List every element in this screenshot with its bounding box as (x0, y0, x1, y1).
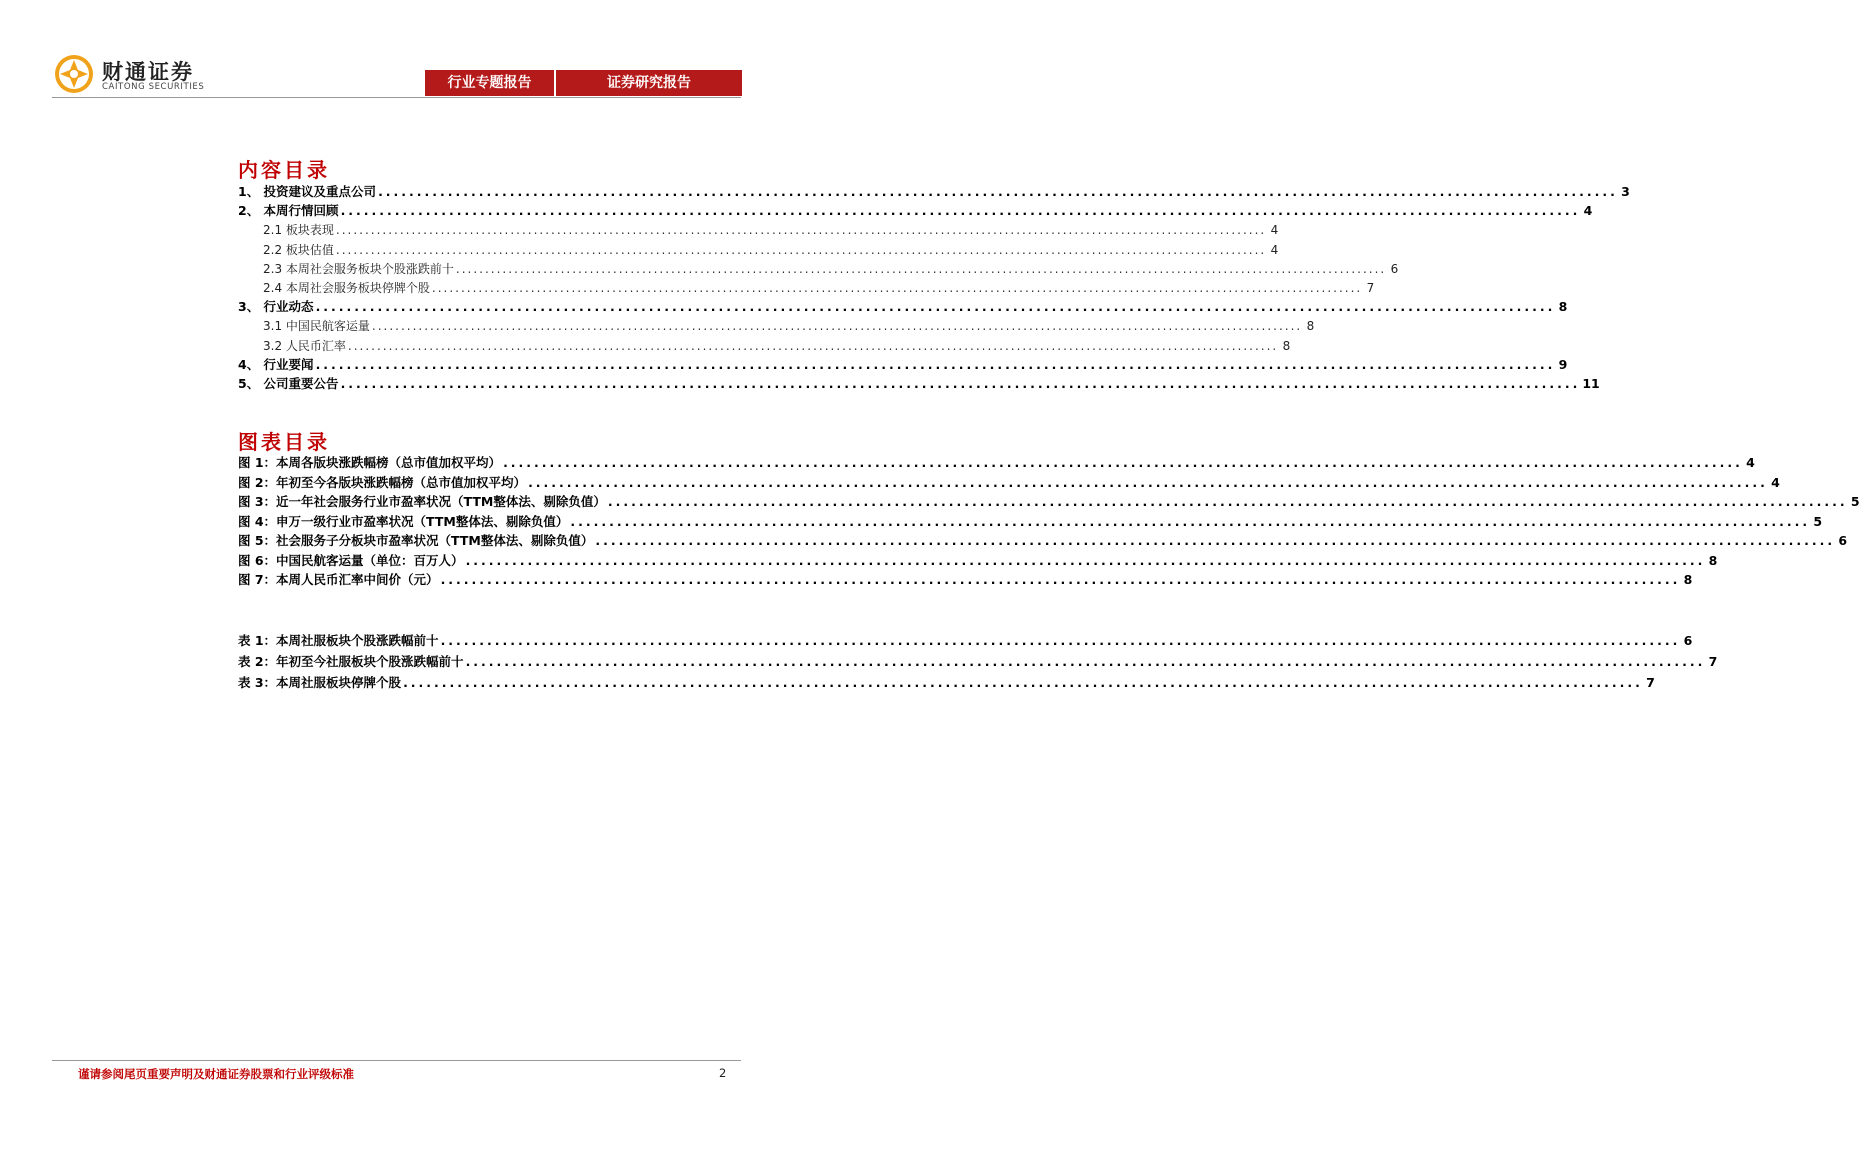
table-entry[interactable] (238, 674, 1655, 692)
dot-leader: ................................................................................................................................................................ (335, 242, 1267, 257)
dot-leader: ................................................................................................................................................................ (340, 203, 1581, 219)
figure-entry[interactable] (238, 571, 1693, 589)
figure-entry-label: 图 4：申万一级行业市盈率状况（TTM整体法、剔除负值） (238, 513, 569, 529)
dot-leader: ................................................................................................................................................................ (347, 338, 1279, 353)
figure-entry[interactable] (238, 532, 1848, 550)
table-entry[interactable] (238, 653, 1718, 671)
toc-entry-page: 4 (1270, 242, 1279, 257)
report-category-tag: 证券研究报告 (556, 70, 742, 96)
dot-leader: ................................................................................................................................................................ (595, 533, 1836, 548)
toc-entry[interactable] (238, 202, 1593, 220)
toc-entry-label: 1、 投资建议及重点公司 (238, 184, 377, 199)
toc-entry-label: 2.3 本周社会服务板块个股涨跌前十 (263, 261, 454, 276)
dot-leader: ................................................................................................................................................................ (315, 299, 1556, 315)
dot-leader: ................................................................................................................................................................ (570, 513, 1811, 529)
toc-entry[interactable] (238, 375, 1600, 393)
logo-chinese-name: 财通证券 (102, 60, 194, 84)
dot-leader: ................................................................................................................................................................ (455, 261, 1387, 276)
dot-leader: ................................................................................................................................................................ (431, 281, 1363, 295)
table-entry-label: 表 3：本周社服板块停牌个股 (238, 675, 402, 690)
toc-entry[interactable] (263, 279, 1375, 297)
toc-entry-label: 2、 本周行情回顾 (238, 203, 339, 219)
figure-entry-page: 5 (1850, 494, 1860, 509)
toc-entry-label: 3.1 中国民航客运量 (263, 319, 370, 334)
figure-entry-page: 4 (1771, 474, 1780, 490)
dot-leader: ................................................................................................................................................................ (378, 184, 1618, 199)
page-number: 2 (719, 1066, 727, 1080)
toc-entry-page: 4 (1583, 203, 1593, 219)
toc-entry-label: 3、 行业动态 (238, 299, 314, 315)
figure-entry-page: 8 (1683, 572, 1693, 587)
figure-entry-page: 4 (1746, 455, 1755, 470)
figure-entry-label: 图 6：中国民航客运量（单位：百万人） (238, 552, 464, 568)
figure-entry[interactable] (238, 474, 1780, 492)
caitong-logo-icon (52, 52, 96, 96)
figures-title: 图表目录 (238, 430, 330, 454)
figure-entry-label: 图 3：近一年社会服务行业市盈率状况（TTM整体法、剔除负值） (238, 494, 606, 509)
toc-entry-page: 4 (1270, 223, 1279, 238)
dot-leader: ................................................................................................................................................................ (335, 223, 1267, 238)
figure-entry-page: 6 (1838, 533, 1848, 548)
company-logo (52, 52, 252, 100)
dot-leader: ................................................................................................................................................................ (528, 474, 1768, 490)
table-entry-page: 7 (1646, 675, 1655, 690)
figure-entry-page: 8 (1708, 552, 1718, 568)
logo-english-name: CAITONG SECURITIES (102, 82, 205, 92)
header-divider (52, 97, 741, 98)
toc-entry-label: 3.2 人民币汇率 (263, 338, 346, 353)
toc-entry-page: 8 (1558, 299, 1568, 315)
figure-entry[interactable] (238, 552, 1718, 570)
report-type-tag: 行业专题报告 (425, 70, 556, 96)
toc-entry[interactable] (263, 337, 1291, 355)
toc-entry-page: 3 (1621, 184, 1630, 199)
toc-entry[interactable] (263, 241, 1279, 259)
toc-entry-page: 8 (1306, 319, 1315, 334)
figure-entry[interactable] (238, 493, 1860, 511)
figure-entry[interactable] (238, 513, 1823, 531)
dot-leader: ................................................................................................................................................................ (465, 654, 1706, 669)
toc-entry-page: 9 (1558, 356, 1568, 372)
dot-leader: ................................................................................................................................................................ (371, 319, 1303, 334)
toc-entry[interactable] (238, 298, 1568, 316)
figure-entry-label: 图 5：社会服务子分板块市盈率状况（TTM整体法、剔除负值） (238, 533, 594, 548)
toc-entry-page: 11 (1582, 376, 1600, 391)
dot-leader: ................................................................................................................................................................ (340, 376, 1581, 391)
header-tags (425, 70, 742, 96)
toc-entry[interactable] (263, 260, 1399, 278)
footer-divider (52, 1060, 741, 1061)
figure-entry-label: 图 7：本周人民币汇率中间价（元） (238, 572, 439, 587)
toc-entry-label: 2.4 本周社会服务板块停牌个股 (263, 281, 430, 295)
toc-entry-label: 4、 行业要闻 (238, 356, 314, 372)
table-entry[interactable] (238, 632, 1693, 650)
figure-entry[interactable] (238, 454, 1755, 472)
toc-entry-label: 2.1 板块表现 (263, 223, 334, 238)
footer-disclaimer: 谨请参阅尾页重要声明及财通证券股票和行业评级标准 (78, 1067, 354, 1081)
table-entry-page: 6 (1683, 633, 1693, 648)
figure-entry-label: 图 1：本周各版块涨跌幅榜（总市值加权平均） (238, 455, 502, 470)
toc-entry[interactable] (238, 183, 1630, 201)
toc-entry-label: 2.2 板块估值 (263, 242, 334, 257)
toc-entry-page: 7 (1366, 281, 1375, 295)
table-entry-label: 表 1：本周社服板块个股涨跌幅前十 (238, 633, 439, 648)
dot-leader: ................................................................................................................................................................ (440, 572, 1681, 587)
dot-leader: ................................................................................................................................................................ (465, 552, 1706, 568)
figure-entry-page: 5 (1813, 513, 1823, 529)
figure-entry-label: 图 2：年初至今各版块涨跌幅榜（总市值加权平均） (238, 474, 527, 490)
toc-entry-page: 6 (1390, 261, 1399, 276)
dot-leader: ................................................................................................................................................................ (315, 356, 1556, 372)
dot-leader: ................................................................................................................................................................ (607, 494, 1848, 509)
toc-entry[interactable] (238, 356, 1568, 374)
toc-entry[interactable] (263, 317, 1315, 335)
toc-title: 内容目录 (238, 158, 330, 182)
dot-leader: ................................................................................................................................................................ (503, 455, 1743, 470)
table-entry-page: 7 (1708, 654, 1718, 669)
toc-entry-page: 8 (1282, 338, 1291, 353)
dot-leader: ................................................................................................................................................................ (403, 675, 1643, 690)
toc-entry-label: 5、 公司重要公告 (238, 376, 339, 391)
toc-entry[interactable] (263, 221, 1279, 239)
table-entry-label: 表 2：年初至今社服板块个股涨跌幅前十 (238, 654, 464, 669)
dot-leader: ................................................................................................................................................................ (440, 633, 1681, 648)
